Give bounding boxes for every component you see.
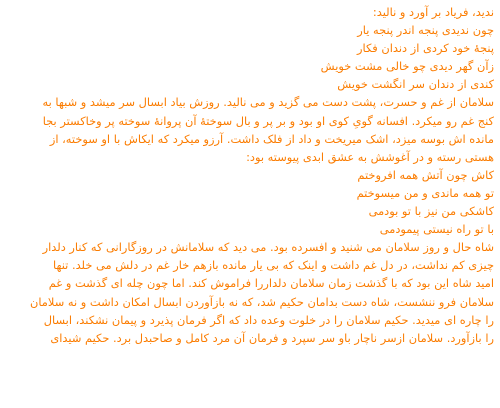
- paragraph-line: شاه حال و روز سلامان می شنید و افسرده بود. می دید که سلامانش در روزگارانی که کنار دلدار: [42, 240, 494, 255]
- poem-line: زآن گهر دیدی چو خالی مشت خویش: [320, 59, 494, 74]
- poem-line: با تو راه نیستی پیمودمی: [379, 222, 494, 237]
- poem-line: پنجهٔ خود کردی از دندان فکار: [357, 41, 494, 56]
- poem-line: چون ندیدی پنجه اندر پنجه یار: [357, 23, 494, 38]
- paragraph-line: هستی رسته و در آغوشش به عشق ابدی پیوسته بود:: [246, 149, 494, 164]
- paragraph-line: امید شاه این بود که با گذشت زمان سلامان دلداررا فراموش کند. اما چون چله ای گذشت و غم: [48, 276, 494, 291]
- paragraph-line: مانده اش بوسه میزد، اشک میریخت و داد از فلک داشت. آرزو میکرد که ایکاش با او سوخته، از: [49, 131, 494, 146]
- paragraph-line: سلامان فرو ننشست، شاه دست بدامان حکیم شد، که نه بازآوردن ابسال امکان داشت و نه سلامان: [29, 294, 494, 309]
- poem-line: تو همه ماندی و من میسوختم: [356, 185, 494, 200]
- paragraph-line: را بازآورد. سلامان ازسر ناچار باو سر سپرد و فرمان آن مرد کامل و صاحبدل برد. حکیم شیدای: [50, 330, 494, 345]
- paragraph-line: سلامان از غم و حسرت، پشت دست می گزید و می نالید. روزش بیاد ابسال سر میشد و شبها به: [42, 95, 494, 110]
- poem-line: کاشکی من نیز با تو بودمی: [368, 204, 494, 219]
- paragraph-line: کنج غم رو میکرد. افسانه گویِ کوی او بود و بر پر و بال سوختهٔ آن پروانهٔ سوخته پر وخاکستر بجا: [42, 113, 494, 128]
- text-line: ندید، فریاد بر آورد و نالید:: [372, 5, 494, 19]
- poem-line: کندی از دندان سر انگشت خویش: [337, 77, 494, 92]
- poem-line: کاش چون آتش همه افروختم: [357, 167, 494, 182]
- paragraph-line: را چاره ای میدید. حکیم سلامان را در خلوت وعده داد که اگر فرمان پذیرد و پیمان نشکند، ابسال: [43, 312, 494, 327]
- paragraph-line: چیزی کم نداشت، در دل غم داشت و اینک که بی یار مانده بازهم خار غم در دلش می خلد. تنها: [53, 258, 494, 273]
